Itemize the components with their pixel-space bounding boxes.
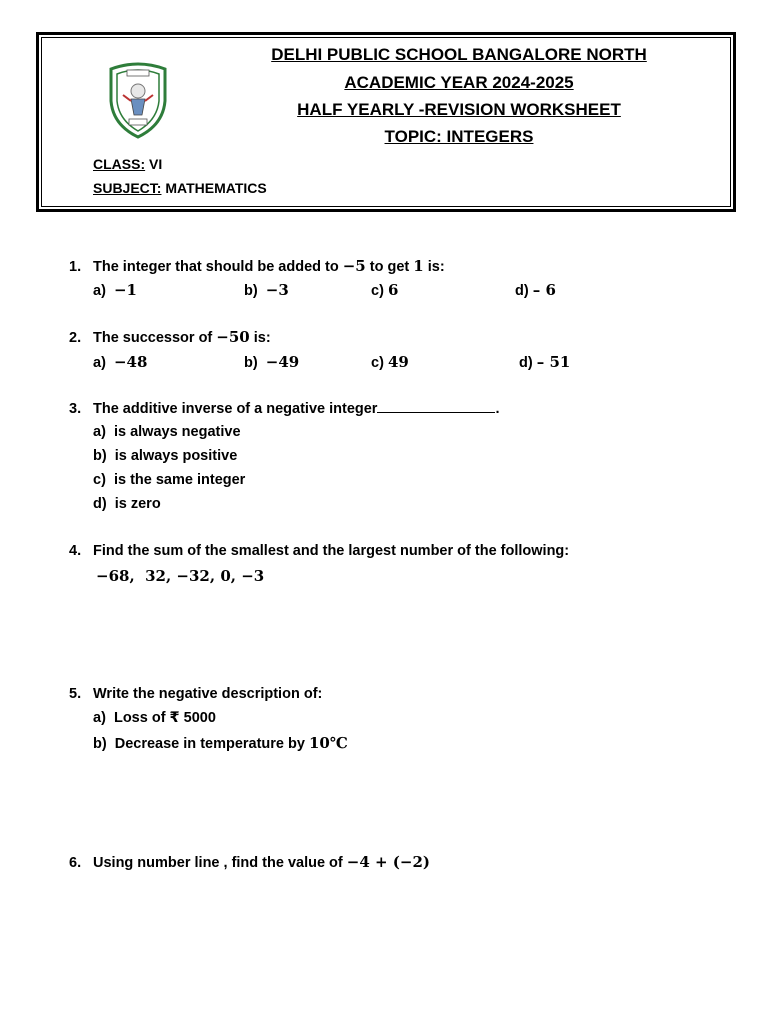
subject-line (93, 180, 267, 196)
academic-year: ACADEMIC YEAR 2024-2025 (344, 73, 574, 92)
question-text: The integer that should be added to (93, 259, 343, 275)
math-expression: −4 + (−2) (346, 853, 430, 871)
question-text: to get (365, 259, 414, 275)
math-expression: −50 (216, 328, 250, 346)
math-expression: 1 (413, 257, 424, 275)
question-1 (69, 257, 445, 275)
question-2 (69, 328, 271, 346)
question-text: Using number line , find the value of (93, 855, 347, 871)
q1-option-a: a) −1 (93, 281, 137, 299)
q3-option-c: c) is the same integer (93, 472, 246, 488)
worksheet-title: HALF YEARLY -REVISION WORKSHEET (297, 100, 621, 119)
q4-number-list: −68, 32, −32, 0, −3 (96, 567, 265, 585)
q1-option-d: d) – 6 (515, 281, 556, 299)
class-value: VI (149, 156, 163, 172)
q1-option-b: b) −3 (244, 281, 289, 299)
question-number: 2. (69, 330, 82, 346)
q3-option-a: a) is always negative (93, 424, 241, 440)
question-text: is: (423, 259, 445, 275)
question-text: is: (249, 330, 271, 346)
question-text: . (495, 401, 500, 417)
math-expression: −5 (342, 257, 366, 275)
question-text: Write the negative description of: (93, 686, 323, 702)
answer-blank (377, 400, 495, 413)
q3-option-b: b) is always positive (93, 448, 238, 464)
question-4 (69, 543, 569, 559)
q2-option-a: a) −48 (93, 353, 148, 371)
topic-title: TOPIC: INTEGERS (384, 127, 534, 146)
question-number: 6. (69, 855, 82, 871)
q5-option-b: b) Decrease in temperature by 10℃ (93, 734, 348, 752)
subject-label: SUBJECT: (93, 180, 162, 196)
class-line (93, 156, 162, 172)
school-crest-logo (105, 61, 171, 139)
q1-option-c: c) 6 (371, 281, 399, 299)
question-text: The successor of (93, 330, 217, 346)
q2-option-c: c) 49 (371, 353, 409, 371)
school-name: DELHI PUBLIC SCHOOL BANGALORE NORTH (271, 45, 647, 64)
question-5 (69, 686, 322, 702)
q3-option-d: d) is zero (93, 496, 161, 512)
q5-option-a: a) Loss of ₹ 5000 (93, 710, 216, 726)
header-box (36, 32, 736, 212)
question-text: Find the sum of the smallest and the largest number of the following: (93, 543, 570, 559)
question-number: 3. (69, 401, 82, 417)
question-number: 4. (69, 543, 82, 559)
q2-option-d: d) – 51 (519, 353, 571, 371)
question-6 (69, 853, 430, 871)
question-3 (69, 400, 499, 417)
subject-value: MATHEMATICS (165, 180, 267, 196)
question-number: 1. (69, 259, 82, 275)
question-text: The additive inverse of a negative integer (93, 401, 378, 417)
q2-option-b: b) −49 (244, 353, 300, 371)
question-number: 5. (69, 686, 82, 702)
class-label: CLASS: (93, 156, 146, 172)
